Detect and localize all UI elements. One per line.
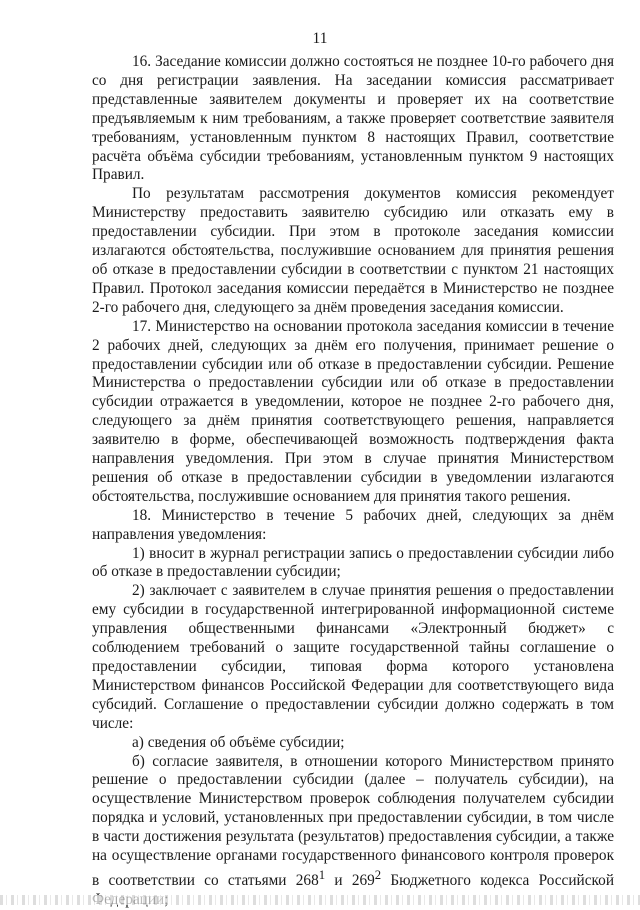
scan-edge-artifact bbox=[0, 895, 640, 905]
page-number: 11 bbox=[312, 30, 328, 47]
paragraph-17: 17. Министерство на основании протокола заседания комиссии в течение 2 рабочих дней, следующих за днём его получения, принимает решение о предоставлении субсидии или об отказе в предоставлении субсидии. Решение Министерства о предоставлении субсидии или об отказе в предоставлении субсидии отражается в уведомлении, которое не позднее 2-го рабочего дня, следующего за днём принятия соответствующего решения, направляется заявителю в форме, обеспечивающей возможность подтверждения факта направления уведомления. При этом в случае принятия Министерством решения об отказе в предоставлении субсидии в уведомлении излагаются обстоятельства, послужившие основанием для принятия такого решения. bbox=[92, 317, 614, 505]
paragraph-18-item-1: 1) вносит в журнал регистрации запись о предоставлении субсидии либо об отказе в предоставлении субсидии; bbox=[92, 544, 614, 581]
conjunction-text: и bbox=[325, 872, 352, 890]
article-number-269: 269 bbox=[351, 872, 375, 890]
article-superscript-2: 2 bbox=[374, 867, 382, 882]
paragraph-18: 18. Министерство в течение 5 рабочих дней, следующих за днём направления уведомления: bbox=[92, 506, 614, 543]
paragraph-18-item-2: 2) заключает с заявителем в случае принятия решения о предоставлении ему субсидии в государственной интегрированной информационной системе управления общественными финансами «Электронный бюджет» с соблюдением требований о защите государственной тайны соглашение о предоставлении субсидии, типовая форма которого установлена Министерством финансов Российской Федерации для соответствующего вида субсидий. Соглашение о предоставлении субсидии должно содержать в том числе: bbox=[92, 582, 614, 732]
paragraph-18-item-2a: а) сведения об объёме субсидии; bbox=[132, 733, 345, 751]
article-number-268: 268 bbox=[295, 872, 319, 890]
paragraph-18-item-2b bbox=[92, 753, 614, 910]
paragraph-16-commission-results: По результатам рассмотрения документов комиссия рекомендует Министерству предоставить заявителю субсидию или отказать ему в предоставлении субсидии. При этом в протоколе заседания комиссии излагаются обстоятельства, послужившие основанием для принятия решения об отказе в предоставлении субсидии в соответствии с пунктом 21 настоящих Правил. Протокол заседания комиссии передаётся в Министерство не позднее 2-го рабочего дня, следующего за днём проведения заседания комиссии. bbox=[92, 185, 614, 316]
item-2b-tail-text: Бюджетного кодекса Российской bbox=[390, 872, 614, 890]
document-body bbox=[92, 53, 614, 910]
paragraph-16: 16. Заседание комиссии должно состояться не позднее 10-го рабочего дня со дня регистрации заявления. На заседании комиссия рассматривает представленные заявителем документы и проверяет их на соответствие предъявляемым к ним требованиям, а также проверяет соответствие заявителя требованиям, установленным пунктом 8 настоящих Правил, соответствие расчёта объёма субсидии требованиям, установленным пунктом 9 настоящих Правил. bbox=[92, 53, 614, 184]
item-2b-text: б) согласие заявителя, в отношении которого Министерством принято решение о предоставлении субсидии (далее – получатель субсидии), на осуществление Министерством проверок соблюдения получателем субсидии порядка и условий, установленных при предоставлении субсидии, в том числе в части достижения результата (результатов) предоставления субсидии, а также на осуществление органами государственного финансового контроля проверок в соответствии со статьями bbox=[92, 752, 614, 890]
article-superscript-1: 1 bbox=[318, 867, 326, 882]
